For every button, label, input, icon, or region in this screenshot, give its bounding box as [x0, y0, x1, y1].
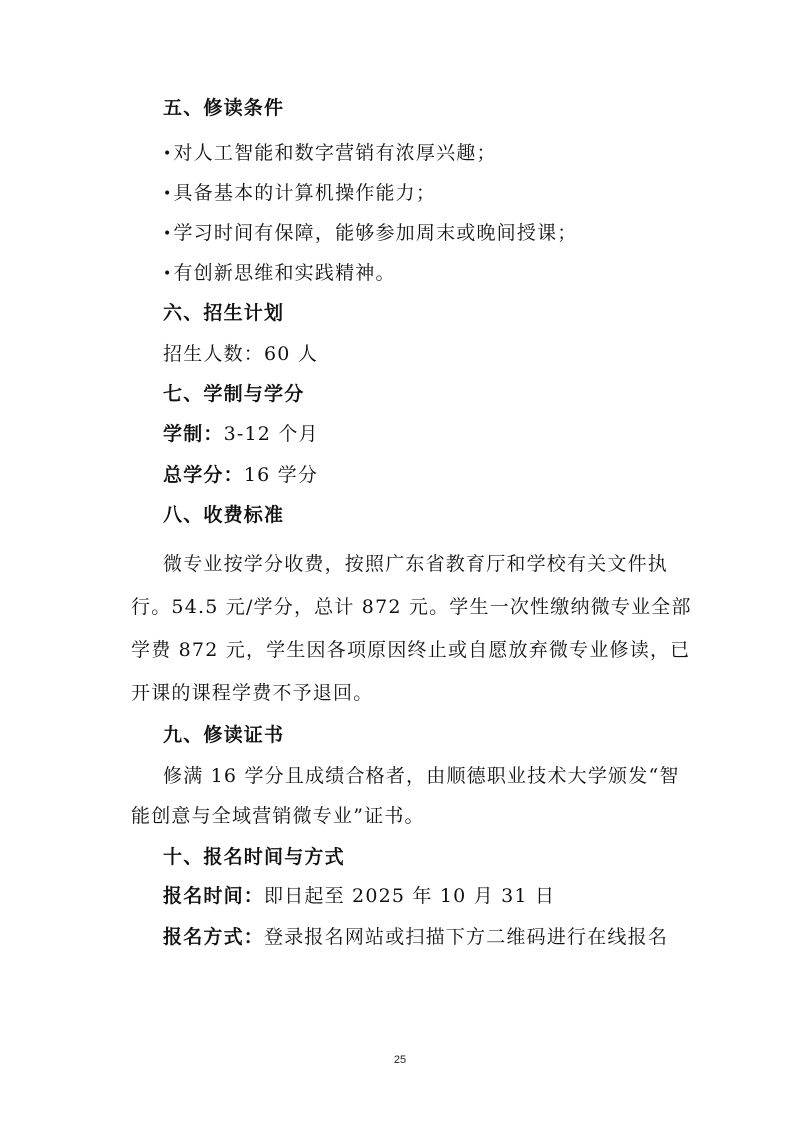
credits-value: 16 学分	[243, 464, 319, 486]
credits-label: 总学分：	[163, 464, 244, 486]
section-heading-5: 五、修读条件	[163, 97, 285, 119]
list-item-text: 具备基本的计算机操作能力；	[173, 182, 437, 204]
section-heading-8: 八、收费标准	[163, 504, 285, 526]
credits-line	[163, 463, 318, 487]
paragraph-line: 开课的课程学费不予退回。	[131, 682, 374, 704]
bullet-icon: •	[163, 226, 173, 242]
registration-time-label: 报名时间：	[163, 885, 265, 907]
list-item-text: 学习时间有保障，能够参加周末或晚间授课；	[173, 222, 578, 244]
bullet-icon: •	[163, 266, 173, 282]
duration-value: 3-12 个月	[223, 423, 319, 445]
paragraph-line: 能创意与全域营销微专业”证书。	[131, 805, 425, 827]
list-item	[163, 221, 577, 246]
registration-time-value: 即日起至 2025 年 10 月 31 日	[264, 885, 556, 907]
list-item-text: 对人工智能和数字营销有浓厚兴趣；	[173, 142, 497, 164]
bullet-icon: •	[163, 186, 173, 202]
section-heading-10: 十、报名时间与方式	[163, 846, 345, 868]
section-heading-6: 六、招生计划	[163, 302, 285, 324]
list-item	[163, 261, 396, 286]
paragraph-line: 行。54.5 元/学分，总计 872 元。学生一次性缴纳微专业全部	[131, 596, 692, 618]
paragraph-line: 修满 16 学分且成绩合格者，由顺德职业技术大学颁发“智	[163, 765, 680, 787]
duration-label: 学制：	[163, 423, 224, 445]
registration-time-line	[163, 884, 555, 908]
list-item	[163, 141, 497, 166]
section-heading-7: 七、学制与学分	[163, 383, 305, 405]
paragraph-line: 微专业按学分收费，按照广东省教育厅和学校有关文件执	[163, 553, 669, 575]
registration-method-label: 报名方式：	[163, 926, 265, 948]
registration-method-value: 登录报名网站或扫描下方二维码进行在线报名	[264, 926, 669, 948]
bullet-icon: •	[163, 146, 173, 162]
registration-method-line	[163, 925, 668, 949]
section-heading-9: 九、修读证书	[163, 724, 285, 746]
list-item-text: 有创新思维和实践精神。	[173, 262, 396, 284]
list-item	[163, 181, 436, 206]
paragraph-line: 学费 872 元，学生因各项原因终止或自愿放弃微专业修读，已	[131, 639, 691, 661]
enrollment-count: 招生人数：60 人	[163, 343, 319, 365]
duration-line	[163, 422, 319, 446]
page-number: 25	[393, 1054, 407, 1066]
